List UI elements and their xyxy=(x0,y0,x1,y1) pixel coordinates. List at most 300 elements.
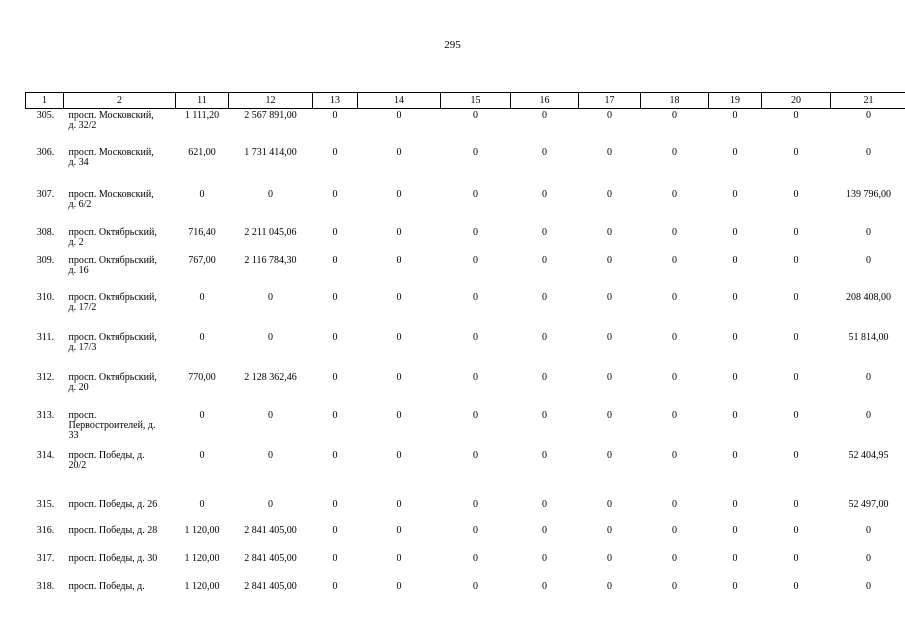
value-c11: 1 120,00 xyxy=(184,524,220,536)
value-c15: 0 xyxy=(473,580,478,592)
value-cell-c18 xyxy=(641,254,709,291)
value-cell-c16 xyxy=(511,449,579,498)
value-c18: 0 xyxy=(672,226,677,238)
value-c20: 0 xyxy=(793,291,799,303)
value-cell-c21 xyxy=(831,552,905,580)
value-c12: 0 xyxy=(268,291,273,303)
value-c13: 0 xyxy=(332,110,338,121)
value-cell-c12 xyxy=(229,331,313,371)
value-cell-c19 xyxy=(709,409,762,449)
value-c18: 0 xyxy=(672,110,677,121)
table-body xyxy=(26,109,905,598)
value-cell-c16 xyxy=(511,254,579,291)
value-cell-c18 xyxy=(641,146,709,188)
value-c19: 0 xyxy=(732,291,738,303)
table-row xyxy=(26,188,905,226)
address-cell xyxy=(64,291,176,331)
value-c11: 0 xyxy=(199,498,205,510)
value-cell-c17 xyxy=(579,188,641,226)
value-cell-c14 xyxy=(358,498,441,524)
value-cell-c21 xyxy=(831,580,905,598)
row-number: 305. xyxy=(36,110,55,121)
value-c13: 0 xyxy=(332,552,338,564)
row-number-cell xyxy=(26,580,64,598)
value-cell-c13 xyxy=(313,254,358,291)
value-c14: 0 xyxy=(396,409,402,421)
value-c12: 0 xyxy=(268,331,273,343)
value-c14: 0 xyxy=(396,188,402,200)
value-cell-c14 xyxy=(358,109,441,146)
value-cell-c17 xyxy=(579,409,641,449)
value-cell-c18 xyxy=(641,291,709,331)
value-cell-c12 xyxy=(229,146,313,188)
value-cell-c17 xyxy=(579,524,641,552)
value-c17: 0 xyxy=(607,146,612,158)
value-c13: 0 xyxy=(332,331,338,343)
value-c17: 0 xyxy=(607,580,612,592)
table-row xyxy=(26,449,905,498)
value-c16: 0 xyxy=(542,188,547,200)
value-cell-c17 xyxy=(579,331,641,371)
address-cell xyxy=(64,254,176,291)
value-c21: 0 xyxy=(866,580,871,592)
value-c17: 0 xyxy=(607,254,612,266)
value-c21: 0 xyxy=(866,552,871,564)
value-c20: 0 xyxy=(793,580,799,592)
value-cell-c21 xyxy=(831,226,905,254)
value-cell-c18 xyxy=(641,371,709,409)
value-c19: 0 xyxy=(732,110,738,121)
value-cell-c14 xyxy=(358,371,441,409)
value-cell-c19 xyxy=(709,291,762,331)
value-c15: 0 xyxy=(473,449,478,461)
value-c12: 0 xyxy=(268,498,273,510)
value-cell-c19 xyxy=(709,371,762,409)
table-header xyxy=(26,93,905,109)
value-cell-c16 xyxy=(511,409,579,449)
value-c15: 0 xyxy=(473,552,478,564)
value-c14: 0 xyxy=(396,226,402,238)
value-c11: 0 xyxy=(199,331,205,343)
table-row xyxy=(26,291,905,331)
value-cell-c21 xyxy=(831,498,905,524)
value-c17: 0 xyxy=(607,110,612,121)
value-c21: 208 408,00 xyxy=(846,291,891,303)
value-c20: 0 xyxy=(793,409,799,421)
value-cell-c17 xyxy=(579,291,641,331)
value-c21: 0 xyxy=(866,110,871,121)
value-c17: 0 xyxy=(607,371,612,383)
value-cell-c19 xyxy=(709,449,762,498)
value-c20: 0 xyxy=(793,146,799,158)
value-cell-c21 xyxy=(831,109,905,146)
value-c19: 0 xyxy=(732,254,738,266)
value-c20: 0 xyxy=(793,110,799,121)
value-cell-c14 xyxy=(358,524,441,552)
value-c20: 0 xyxy=(793,524,799,536)
value-c12: 2 841 405,00 xyxy=(244,580,297,592)
value-cell-c12 xyxy=(229,498,313,524)
value-cell-c15 xyxy=(441,552,511,580)
value-c16: 0 xyxy=(542,254,547,266)
value-cell-c12 xyxy=(229,449,313,498)
value-c14: 0 xyxy=(396,254,402,266)
data-table xyxy=(25,92,905,598)
table-row xyxy=(26,226,905,254)
column-header-1: 1 xyxy=(26,93,64,109)
value-c13: 0 xyxy=(332,291,338,303)
value-cell-c17 xyxy=(579,254,641,291)
address-text: просп. Московский, д. 32/2 xyxy=(68,110,154,131)
value-cell-c12 xyxy=(229,254,313,291)
value-c12: 2 567 891,00 xyxy=(244,110,297,121)
value-c16: 0 xyxy=(542,146,547,158)
value-cell-c11 xyxy=(176,291,229,331)
value-c13: 0 xyxy=(332,254,338,266)
value-cell-c15 xyxy=(441,371,511,409)
value-c13: 0 xyxy=(332,580,338,592)
value-cell-c18 xyxy=(641,109,709,146)
value-c18: 0 xyxy=(672,254,677,266)
value-c15: 0 xyxy=(473,291,478,303)
value-c12: 0 xyxy=(268,449,273,461)
value-c11: 0 xyxy=(199,188,205,200)
table-row xyxy=(26,331,905,371)
value-cell-c19 xyxy=(709,331,762,371)
address-text: просп. Октябрьский, д. 20 xyxy=(68,371,157,393)
value-c14: 0 xyxy=(396,498,402,510)
value-c12: 0 xyxy=(268,409,273,421)
value-cell-c13 xyxy=(313,226,358,254)
value-cell-c19 xyxy=(709,109,762,146)
value-cell-c21 xyxy=(831,254,905,291)
column-header-19: 19 xyxy=(709,93,762,109)
table-row xyxy=(26,146,905,188)
value-cell-c13 xyxy=(313,291,358,331)
address-cell xyxy=(64,331,176,371)
row-number-cell xyxy=(26,109,64,146)
value-c21: 51 814,00 xyxy=(848,331,889,343)
address-cell xyxy=(64,188,176,226)
row-number-cell xyxy=(26,291,64,331)
value-c20: 0 xyxy=(793,331,799,343)
value-c20: 0 xyxy=(793,226,799,238)
value-c16: 0 xyxy=(542,580,547,592)
value-cell-c12 xyxy=(229,524,313,552)
column-header-12: 12 xyxy=(229,93,313,109)
value-c16: 0 xyxy=(542,371,547,383)
value-c20: 0 xyxy=(793,371,799,383)
value-c13: 0 xyxy=(332,524,338,536)
value-c19: 0 xyxy=(732,188,738,200)
value-c14: 0 xyxy=(396,331,402,343)
value-cell-c14 xyxy=(358,331,441,371)
value-c13: 0 xyxy=(332,146,338,158)
value-cell-c14 xyxy=(358,449,441,498)
value-cell-c14 xyxy=(358,226,441,254)
value-cell-c17 xyxy=(579,371,641,409)
table-row xyxy=(26,371,905,409)
value-cell-c13 xyxy=(313,371,358,409)
value-cell-c17 xyxy=(579,552,641,580)
value-cell-c11 xyxy=(176,188,229,226)
value-c11: 767,00 xyxy=(188,254,216,266)
value-c17: 0 xyxy=(607,409,612,421)
value-c20: 0 xyxy=(793,254,799,266)
value-cell-c18 xyxy=(641,188,709,226)
table-row xyxy=(26,254,905,291)
value-cell-c11 xyxy=(176,371,229,409)
value-c16: 0 xyxy=(542,449,547,461)
value-cell-c18 xyxy=(641,552,709,580)
value-cell-c11 xyxy=(176,498,229,524)
row-number: 318. xyxy=(36,580,55,592)
value-c14: 0 xyxy=(396,449,402,461)
value-c15: 0 xyxy=(473,524,478,536)
value-cell-c19 xyxy=(709,498,762,524)
address-text: просп. Октябрьский, д. 16 xyxy=(68,254,157,276)
value-cell-c16 xyxy=(511,226,579,254)
value-cell-c15 xyxy=(441,291,511,331)
value-c11: 716,40 xyxy=(188,226,216,238)
value-c17: 0 xyxy=(607,331,612,343)
address-cell xyxy=(64,409,176,449)
row-number-cell xyxy=(26,226,64,254)
value-c17: 0 xyxy=(607,188,612,200)
value-cell-c12 xyxy=(229,109,313,146)
value-c12: 2 211 045,06 xyxy=(244,226,297,238)
value-c13: 0 xyxy=(332,449,338,461)
value-cell-c17 xyxy=(579,226,641,254)
row-number-cell xyxy=(26,449,64,498)
value-cell-c18 xyxy=(641,580,709,598)
value-cell-c15 xyxy=(441,498,511,524)
value-c14: 0 xyxy=(396,580,402,592)
value-c18: 0 xyxy=(672,331,677,343)
address-text: просп. Первостроителей, д. 33 xyxy=(68,409,156,441)
value-c14: 0 xyxy=(396,146,402,158)
value-cell-c20 xyxy=(762,188,831,226)
value-cell-c20 xyxy=(762,226,831,254)
value-c19: 0 xyxy=(732,409,738,421)
value-c11: 0 xyxy=(199,449,205,461)
value-cell-c14 xyxy=(358,552,441,580)
value-cell-c14 xyxy=(358,409,441,449)
column-header-15: 15 xyxy=(441,93,511,109)
row-number: 315. xyxy=(36,498,55,510)
value-c16: 0 xyxy=(542,226,547,238)
value-c11: 770,00 xyxy=(188,371,216,383)
value-cell-c15 xyxy=(441,331,511,371)
value-c12: 0 xyxy=(268,188,273,200)
value-c20: 0 xyxy=(793,552,799,564)
value-cell-c16 xyxy=(511,291,579,331)
value-cell-c21 xyxy=(831,291,905,331)
value-cell-c16 xyxy=(511,552,579,580)
column-header-20: 20 xyxy=(762,93,831,109)
row-number-cell xyxy=(26,188,64,226)
value-cell-c19 xyxy=(709,580,762,598)
column-header-18: 18 xyxy=(641,93,709,109)
value-c18: 0 xyxy=(672,580,677,592)
value-cell-c21 xyxy=(831,371,905,409)
value-c20: 0 xyxy=(793,498,799,510)
row-number-cell xyxy=(26,331,64,371)
value-cell-c16 xyxy=(511,109,579,146)
value-cell-c15 xyxy=(441,109,511,146)
value-cell-c19 xyxy=(709,254,762,291)
table-row xyxy=(26,524,905,552)
value-c14: 0 xyxy=(396,291,402,303)
value-c18: 0 xyxy=(672,371,677,383)
value-c19: 0 xyxy=(732,449,738,461)
value-c11: 0 xyxy=(199,291,205,303)
address-cell xyxy=(64,552,176,580)
value-cell-c11 xyxy=(176,254,229,291)
value-cell-c16 xyxy=(511,146,579,188)
value-c16: 0 xyxy=(542,331,547,343)
value-c20: 0 xyxy=(793,188,799,200)
value-cell-c20 xyxy=(762,146,831,188)
address-cell xyxy=(64,371,176,409)
value-c15: 0 xyxy=(473,146,478,158)
value-cell-c13 xyxy=(313,580,358,598)
value-c13: 0 xyxy=(332,188,338,200)
value-c19: 0 xyxy=(732,524,738,536)
value-c14: 0 xyxy=(396,524,402,536)
value-cell-c15 xyxy=(441,146,511,188)
value-cell-c15 xyxy=(441,524,511,552)
address-text: просп. Московский, д. 6/2 xyxy=(68,188,154,210)
value-c11: 1 120,00 xyxy=(184,552,220,564)
value-c12: 2 841 405,00 xyxy=(244,552,297,564)
value-c18: 0 xyxy=(672,552,677,564)
value-cell-c16 xyxy=(511,498,579,524)
table-row xyxy=(26,109,905,146)
value-c13: 0 xyxy=(332,226,338,238)
row-number-cell xyxy=(26,146,64,188)
value-cell-c17 xyxy=(579,498,641,524)
value-cell-c18 xyxy=(641,409,709,449)
value-cell-c15 xyxy=(441,226,511,254)
table-row xyxy=(26,580,905,598)
value-c15: 0 xyxy=(473,110,478,121)
value-cell-c17 xyxy=(579,449,641,498)
row-number-cell xyxy=(26,371,64,409)
value-c21: 52 497,00 xyxy=(848,498,889,510)
value-cell-c21 xyxy=(831,331,905,371)
address-text: просп. Победы, д. 28 xyxy=(68,524,158,536)
value-cell-c19 xyxy=(709,226,762,254)
value-cell-c14 xyxy=(358,146,441,188)
value-c16: 0 xyxy=(542,552,547,564)
value-cell-c13 xyxy=(313,146,358,188)
value-c12: 1 731 414,00 xyxy=(244,146,297,158)
value-cell-c21 xyxy=(831,146,905,188)
column-header-11: 11 xyxy=(176,93,229,109)
value-c18: 0 xyxy=(672,291,677,303)
value-cell-c11 xyxy=(176,449,229,498)
column-header-14: 14 xyxy=(358,93,441,109)
value-c14: 0 xyxy=(396,110,402,121)
row-number: 317. xyxy=(36,552,55,564)
value-cell-c19 xyxy=(709,552,762,580)
value-c17: 0 xyxy=(607,524,612,536)
value-cell-c11 xyxy=(176,331,229,371)
value-cell-c13 xyxy=(313,524,358,552)
address-text: просп. Победы, д. xyxy=(68,580,145,592)
value-cell-c16 xyxy=(511,580,579,598)
value-cell-c11 xyxy=(176,226,229,254)
value-cell-c13 xyxy=(313,409,358,449)
address-cell xyxy=(64,580,176,598)
page-number: 295 xyxy=(444,39,461,51)
column-header-16: 16 xyxy=(511,93,579,109)
value-c17: 0 xyxy=(607,552,612,564)
address-cell xyxy=(64,498,176,524)
value-c14: 0 xyxy=(396,552,402,564)
value-cell-c13 xyxy=(313,552,358,580)
value-c21: 0 xyxy=(866,226,871,238)
value-c21: 0 xyxy=(866,146,871,158)
value-c18: 0 xyxy=(672,449,677,461)
value-c21: 0 xyxy=(866,409,871,421)
value-c11: 621,00 xyxy=(188,146,216,158)
value-cell-c16 xyxy=(511,524,579,552)
value-c19: 0 xyxy=(732,146,738,158)
value-c19: 0 xyxy=(732,226,738,238)
value-cell-c21 xyxy=(831,524,905,552)
value-cell-c13 xyxy=(313,449,358,498)
value-c12: 2 128 362,46 xyxy=(244,371,297,383)
value-c16: 0 xyxy=(542,524,547,536)
value-cell-c14 xyxy=(358,291,441,331)
value-cell-c11 xyxy=(176,409,229,449)
value-cell-c18 xyxy=(641,498,709,524)
row-number-cell xyxy=(26,409,64,449)
column-header-21: 21 xyxy=(831,93,905,109)
value-c15: 0 xyxy=(473,254,478,266)
value-cell-c20 xyxy=(762,409,831,449)
value-cell-c20 xyxy=(762,371,831,409)
value-c19: 0 xyxy=(732,371,738,383)
column-header-13: 13 xyxy=(313,93,358,109)
value-cell-c11 xyxy=(176,524,229,552)
value-cell-c18 xyxy=(641,524,709,552)
value-c16: 0 xyxy=(542,498,547,510)
value-c21: 0 xyxy=(866,371,871,383)
value-cell-c20 xyxy=(762,449,831,498)
row-number-cell xyxy=(26,552,64,580)
value-cell-c21 xyxy=(831,409,905,449)
value-c15: 0 xyxy=(473,371,478,383)
value-c18: 0 xyxy=(672,498,677,510)
value-cell-c16 xyxy=(511,371,579,409)
row-number: 309. xyxy=(36,254,55,266)
column-header-2: 2 xyxy=(64,93,176,109)
value-c11: 1 120,00 xyxy=(184,580,220,592)
table-row xyxy=(26,552,905,580)
value-c16: 0 xyxy=(542,291,547,303)
value-cell-c19 xyxy=(709,146,762,188)
value-cell-c11 xyxy=(176,552,229,580)
value-cell-c15 xyxy=(441,409,511,449)
value-c16: 0 xyxy=(542,409,547,421)
value-c12: 2 116 784,30 xyxy=(244,254,297,266)
address-cell xyxy=(64,449,176,498)
value-c14: 0 xyxy=(396,371,402,383)
table-row xyxy=(26,409,905,449)
